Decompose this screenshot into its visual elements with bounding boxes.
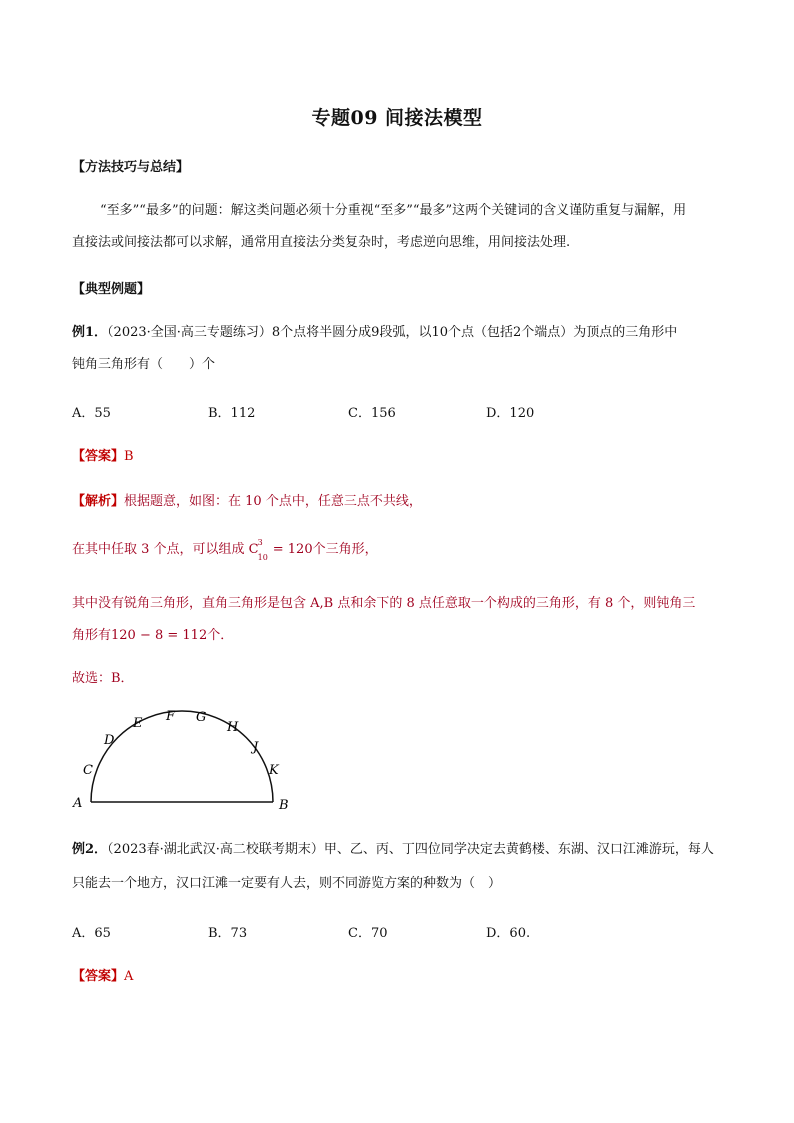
example-2-question-text: （2023春·湖北武汉·高二校联考期末）甲、乙、丙、丁四位同学决定去黄鹤楼、东湖、汉口江滩游玩，每人 [107, 842, 714, 857]
point-label-h: H [227, 720, 239, 735]
example-2-question-line-1 [72, 840, 714, 860]
answer-label: 【答案】 [72, 969, 125, 984]
example-2-question-line-2: 只能去一个地方，汉口江滩一定要有人去，则不同游览方案的种数为（ ） [72, 876, 502, 891]
example-1-option-d: D．120 [486, 406, 535, 421]
example-1-analysis-line-1 [72, 492, 422, 512]
point-label-g: G [196, 710, 207, 725]
example-1-analysis-line-2 [72, 540, 378, 560]
example-1-analysis-line-3: 其中没有锐角三角形，直角三角形是包含 A,B 点和余下的 8 点任意取一个构成的三角形，有 8 个，则钝角三 [72, 596, 696, 611]
answer-value: B [124, 449, 134, 464]
tips-section-header: 【方法技巧与总结】 [72, 160, 190, 175]
combination-symbol [248, 538, 268, 562]
example-2-option-a: A．65 [72, 926, 111, 941]
page-title: 专题09 间接法模型 [311, 107, 483, 129]
answer-label: 【答案】 [72, 449, 125, 464]
example-1-choose: 故选：B． [72, 671, 134, 686]
example-1-answer [72, 447, 134, 467]
example-2-option-b: B．73 [208, 926, 248, 941]
example-1-option-a: A．55 [72, 406, 111, 421]
point-label-f: F [166, 709, 176, 724]
example-1-analysis-line-4: 角形有120 − 8 = 112个． [72, 628, 234, 643]
semicircle-figure [60, 700, 310, 820]
semicircle-arc [91, 711, 273, 802]
analysis-label: 【解析】 [72, 494, 125, 509]
point-label-k: K [269, 763, 279, 778]
analysis-text-2-post: = 120个三角形， [268, 542, 378, 557]
example-1-question-text: （2023·全国·高三专题练习）8个点将半圆分成9段弧，以10个点（包括2个端点）为顶点的三角形中 [107, 325, 678, 340]
example-1-question-line-1 [72, 323, 677, 343]
point-label-a: A [73, 796, 83, 811]
example-2-option-c: C．70 [348, 926, 388, 941]
tips-line-2: 直接法或间接法都可以求解，通常用直接法分类复杂时，考虑逆向思维，用间接法处理. [72, 235, 571, 250]
analysis-text-2-pre: 在其中任取 3 个点，可以组成 [72, 542, 249, 557]
point-label-d: D [104, 733, 115, 748]
example-2-option-d: D．60. [486, 926, 531, 941]
answer-value: A [124, 969, 134, 984]
example-1-question-line-2: 钝角三角形有（ ）个 [72, 357, 216, 372]
combination-subscript: 10 [257, 553, 268, 562]
tips-line-1: “至多”“最多”的问题：解这类问题必须十分重视“至多”“最多”这两个关键词的含义谨防重复与漏解，用 [100, 203, 687, 218]
examples-section-header: 【典型例题】 [72, 282, 151, 297]
point-label-e: E [133, 716, 143, 731]
example-2-answer [72, 967, 133, 987]
analysis-text-1: 根据题意，如图：在 10 个点中，任意三点不共线， [124, 494, 422, 509]
example-1-label: 例1． [72, 325, 108, 340]
combination-superscript: 3 [257, 538, 263, 547]
combination-base: C [248, 542, 259, 557]
example-1-option-c: C．156 [348, 406, 396, 421]
point-label-b: B [279, 798, 289, 813]
point-label-j: J [253, 740, 259, 755]
example-2-label: 例2． [72, 842, 108, 857]
point-label-c: C [83, 763, 93, 778]
example-1-option-b: B．112 [208, 406, 256, 421]
